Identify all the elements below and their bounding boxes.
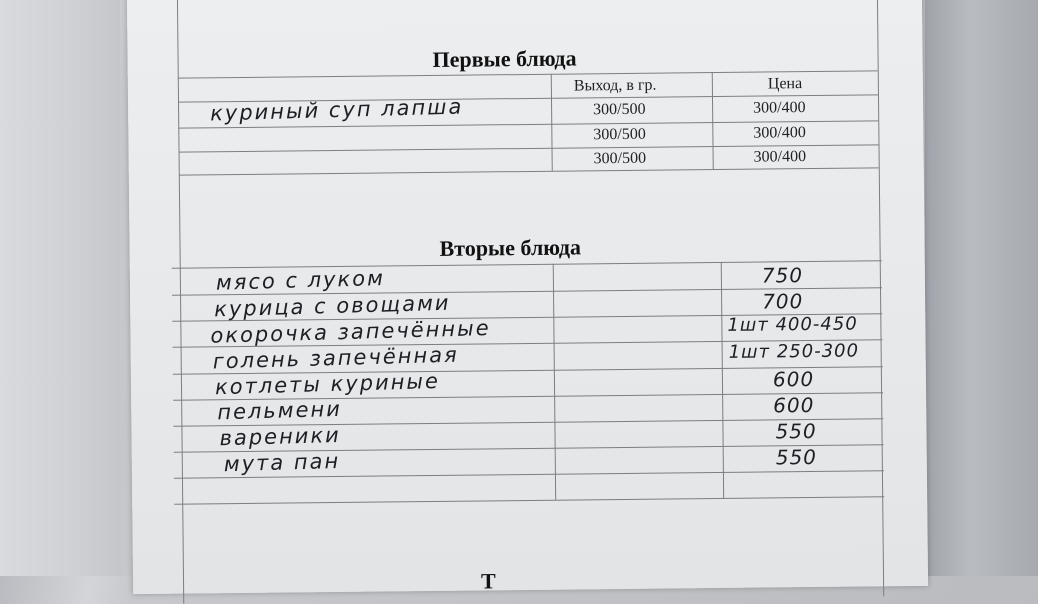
header-yield: Выход, в гр.: [573, 76, 657, 95]
first-dish-price: 300/400: [753, 124, 806, 142]
second-dish-name: мута пан: [223, 448, 341, 477]
first-dish-yield: 300/500: [593, 125, 646, 144]
second-dish-name: окорочка запечённые: [210, 315, 491, 348]
first-dish-yield: 300/500: [593, 149, 647, 168]
table2-bottom-line: [174, 496, 884, 504]
second-dish-price: 1шт 400-450: [727, 313, 858, 336]
header-price: Цена: [767, 75, 803, 93]
table1-col-divider: [712, 72, 714, 169]
page-frame-right: [877, 0, 884, 596]
first-dish-name: куриный суп лапша: [209, 94, 464, 126]
second-dish-price: 700: [762, 289, 804, 314]
table1-col-divider: [551, 74, 553, 171]
menu-sheet: [127, 0, 928, 594]
first-dish-yield: 300/500: [593, 100, 646, 119]
second-dish-price: 550: [775, 418, 817, 444]
page-frame-left: [177, 0, 184, 604]
table2-col-divider: [553, 264, 556, 500]
metal-surface-left: [0, 0, 120, 576]
second-dish-price: 550: [775, 444, 818, 470]
first-dish-price: 300/400: [753, 148, 807, 166]
metal-surface-right: [925, 0, 1038, 576]
first-dish-price: 300/400: [753, 99, 806, 117]
second-dish-name: курица с овощами: [213, 290, 451, 322]
table1-bottom-line: [179, 167, 879, 175]
second-dish-name: вареники: [219, 422, 342, 451]
section-title-second: Вторые блюда: [439, 234, 582, 261]
second-dish-price: 750: [761, 263, 804, 288]
second-dish-price: 600: [772, 367, 815, 392]
second-dish-price: 600: [773, 393, 815, 418]
second-dish-name: голень запечённая: [212, 342, 459, 374]
table2-col-divider: [721, 262, 724, 498]
second-dish-name: мясо с луком: [215, 266, 386, 295]
second-dish-name: котлеты куриные: [214, 368, 441, 400]
section-title-third: Т: [480, 568, 496, 594]
second-dish-price: 1шт 250-300: [728, 340, 860, 363]
section-title-first: Первые блюда: [432, 45, 577, 72]
second-dish-name: пельмени: [216, 396, 343, 425]
